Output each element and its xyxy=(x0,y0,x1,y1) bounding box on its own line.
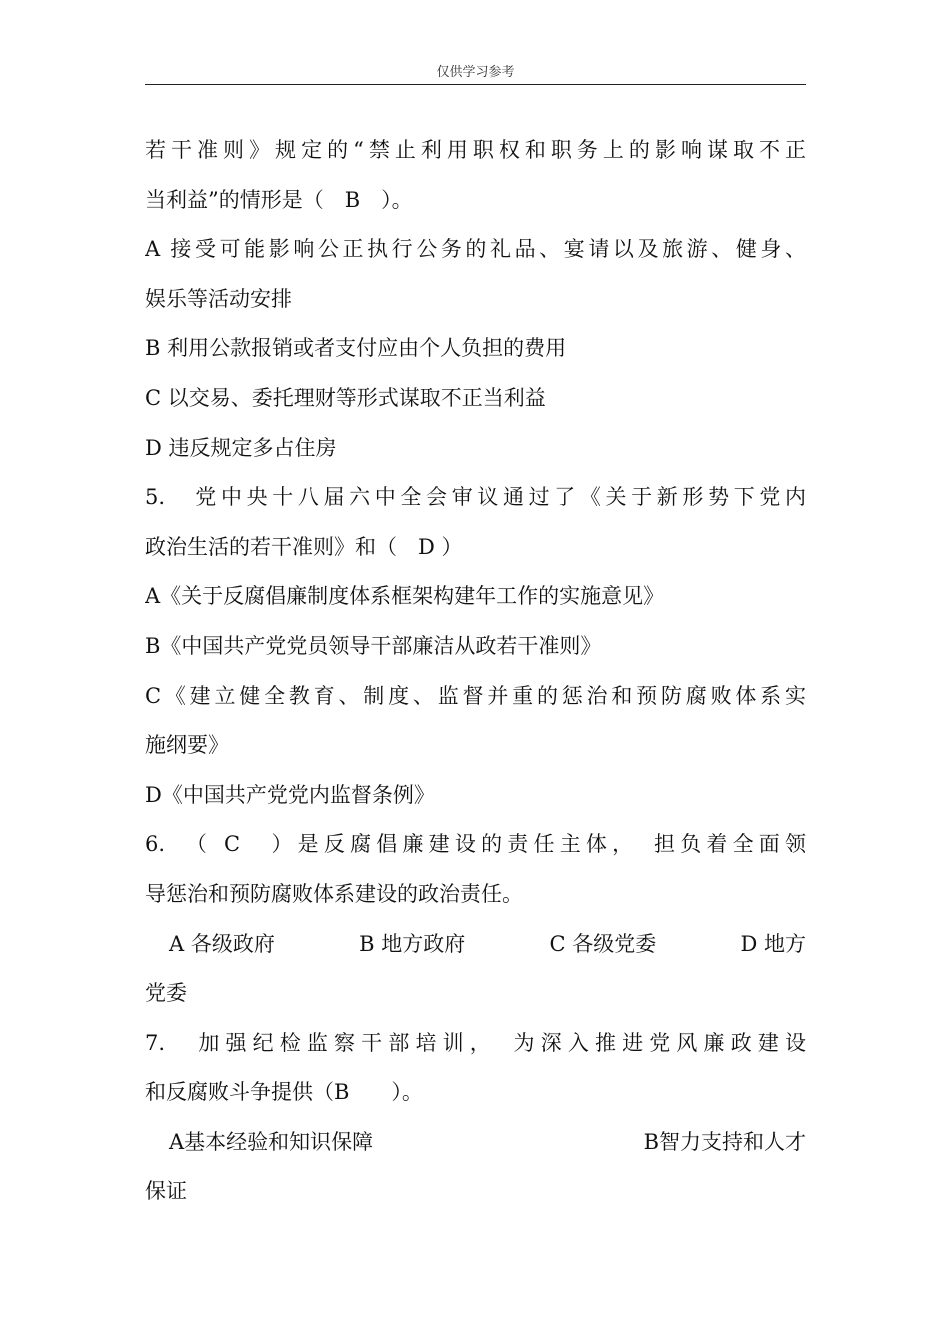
option-b: B智力支持和人才 xyxy=(643,1129,806,1154)
option-c-line: C 以交易、委托理财等形式谋取不正当利益 xyxy=(145,385,546,410)
option-d-line: D 违反规定多占住房 xyxy=(145,435,337,460)
page-header: 仅供学习参考 xyxy=(145,62,806,85)
question-5: 5. 党中央十八届六中全会审议通过了《关于新形势下党内 xyxy=(145,485,806,510)
option-a-line: A 接受可能影响公正执行公务的礼品、宴请以及旅游、健身、 xyxy=(145,237,806,262)
text-line: 保证 xyxy=(145,1179,187,1204)
text-line: 当利益”的情形是（ B ）。 xyxy=(145,187,413,212)
text-line: 政治生活的若干准则》和（ D ） xyxy=(145,534,463,559)
option-a: A基本经验和知识保障 xyxy=(169,1129,374,1154)
text-line: 施纲要》 xyxy=(145,733,229,758)
question-7-options xyxy=(145,1118,806,1168)
option-d: D 地方 xyxy=(740,931,806,956)
option-b-line: B 利用公款报销或者支付应由个人负担的费用 xyxy=(145,336,567,361)
option-a: A 各级政府 xyxy=(169,931,275,956)
text-line: 和反腐败斗争提供（B ）。 xyxy=(145,1080,423,1105)
text-line: 党委 xyxy=(145,981,187,1006)
text-line: 导惩治和预防腐败体系建设的政治责任。 xyxy=(145,881,523,906)
option-b-line: B《中国共产党党员领导干部廉洁从政若干准则》 xyxy=(145,633,602,658)
text-line: 娱乐等活动安排 xyxy=(145,286,292,311)
question-6-options xyxy=(145,920,806,970)
option-d-line: D《中国共产党党内监督条例》 xyxy=(145,782,435,807)
option-c: C 各级党委 xyxy=(549,931,657,956)
text-line: 若干准则》规定的“禁止利用职权和职务上的影响谋取不正 xyxy=(145,138,806,162)
option-c-line: C《建立健全教育、制度、监督并重的惩治和预防腐败体系实 xyxy=(145,683,806,708)
document-body xyxy=(145,126,806,1217)
question-7: 7. 加强纪检监察干部培训， 为深入推进党风廉政建设 xyxy=(145,1030,806,1055)
question-6: 6. （ C ）是反腐倡廉建设的责任主体， 担负着全面领 xyxy=(145,832,806,857)
option-b: B 地方政府 xyxy=(359,931,466,956)
option-a-line: A《关于反腐倡廉制度体系框架构建年工作的实施意见》 xyxy=(145,584,665,609)
